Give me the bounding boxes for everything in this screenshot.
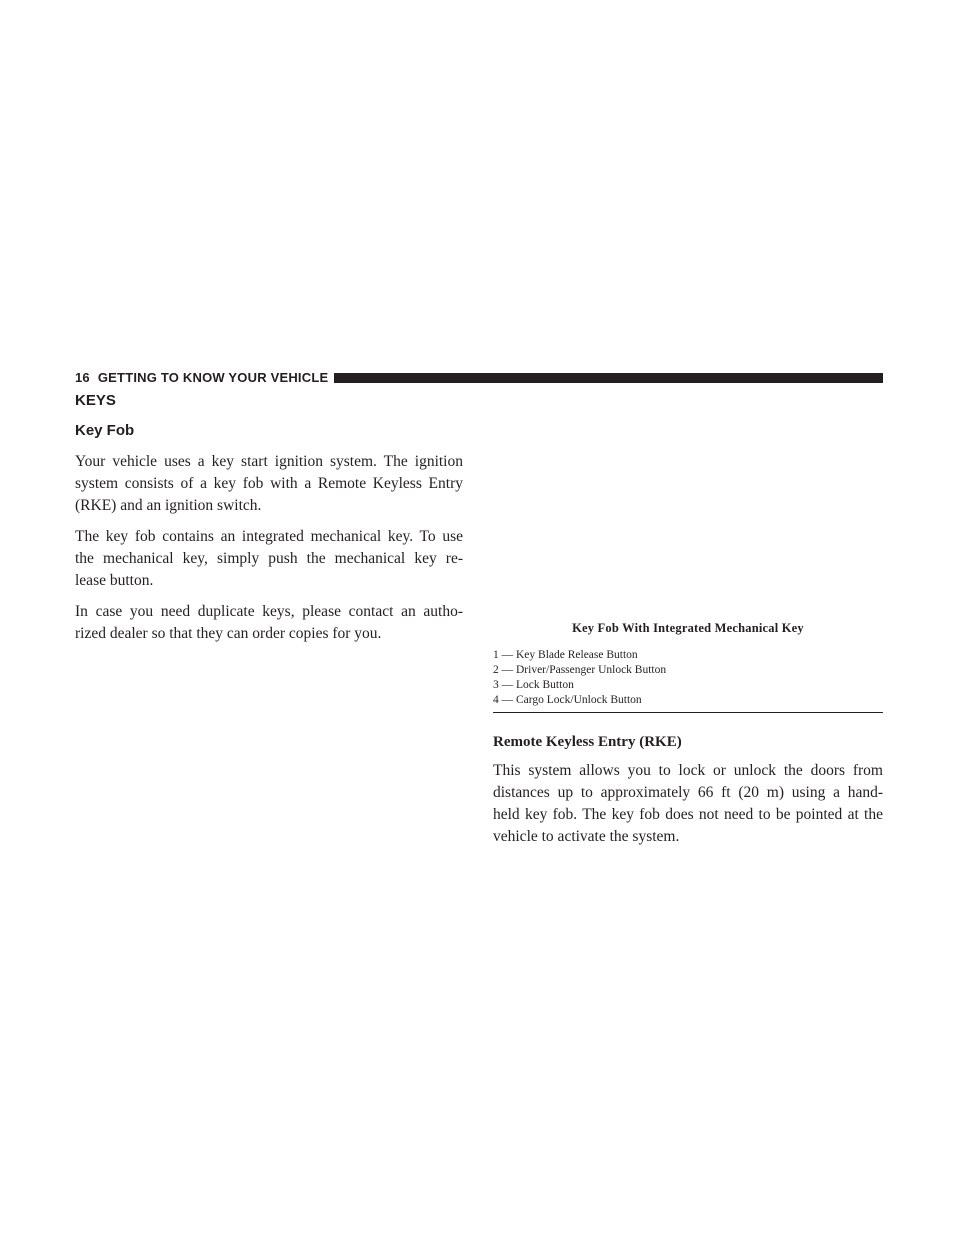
text-line: In case you need duplicate keys, please contact an autho- [75, 603, 463, 620]
text-line: (RKE) and an ignition switch. [75, 497, 262, 514]
running-header [75, 370, 883, 386]
text-line: This system allows you to lock or unlock the doors from [493, 762, 883, 779]
paragraph-rke [493, 760, 883, 848]
paragraph-mechanical-key [75, 526, 463, 592]
text-line: held key fob. The key fob does not need to be pointed at the [493, 806, 883, 823]
right-column [493, 620, 883, 848]
left-column [75, 392, 463, 645]
page-number: 16 [75, 370, 90, 385]
paragraph-ignition-system [75, 451, 463, 517]
figure-legend [493, 648, 883, 708]
text-line: vehicle to activate the system. [493, 828, 680, 845]
text-line: rized dealer so that they can order copies for you. [75, 625, 382, 642]
heading-keys: KEYS [75, 392, 116, 409]
text-line: the mechanical key, simply push the mechanical key re- [75, 550, 463, 567]
text-line: lease button. [75, 572, 154, 589]
legend-item: 1 — Key Blade Release Button [493, 649, 638, 661]
header-rule [334, 373, 883, 383]
text-line: Your vehicle uses a key start ignition system. The ignition [75, 453, 463, 470]
heading-rke: Remote Keyless Entry (RKE) [493, 734, 682, 750]
legend-item: 3 — Lock Button [493, 679, 574, 691]
text-line: distances up to approximately 66 ft (20 m) using a hand- [493, 784, 883, 801]
legend-item: 4 — Cargo Lock/Unlock Button [493, 694, 642, 706]
legend-item: 2 — Driver/Passenger Unlock Button [493, 664, 667, 676]
figure-caption: Key Fob With Integrated Mechanical Key [572, 621, 804, 635]
legend-divider [493, 712, 883, 713]
text-line: system consists of a key fob with a Remote Keyless Entry [75, 475, 463, 492]
text-line: The key fob contains an integrated mechanical key. To use [75, 528, 463, 545]
section-title: GETTING TO KNOW YOUR VEHICLE [97, 370, 329, 385]
subheading-key-fob: Key Fob [75, 422, 135, 439]
paragraph-duplicate-keys [75, 601, 463, 645]
